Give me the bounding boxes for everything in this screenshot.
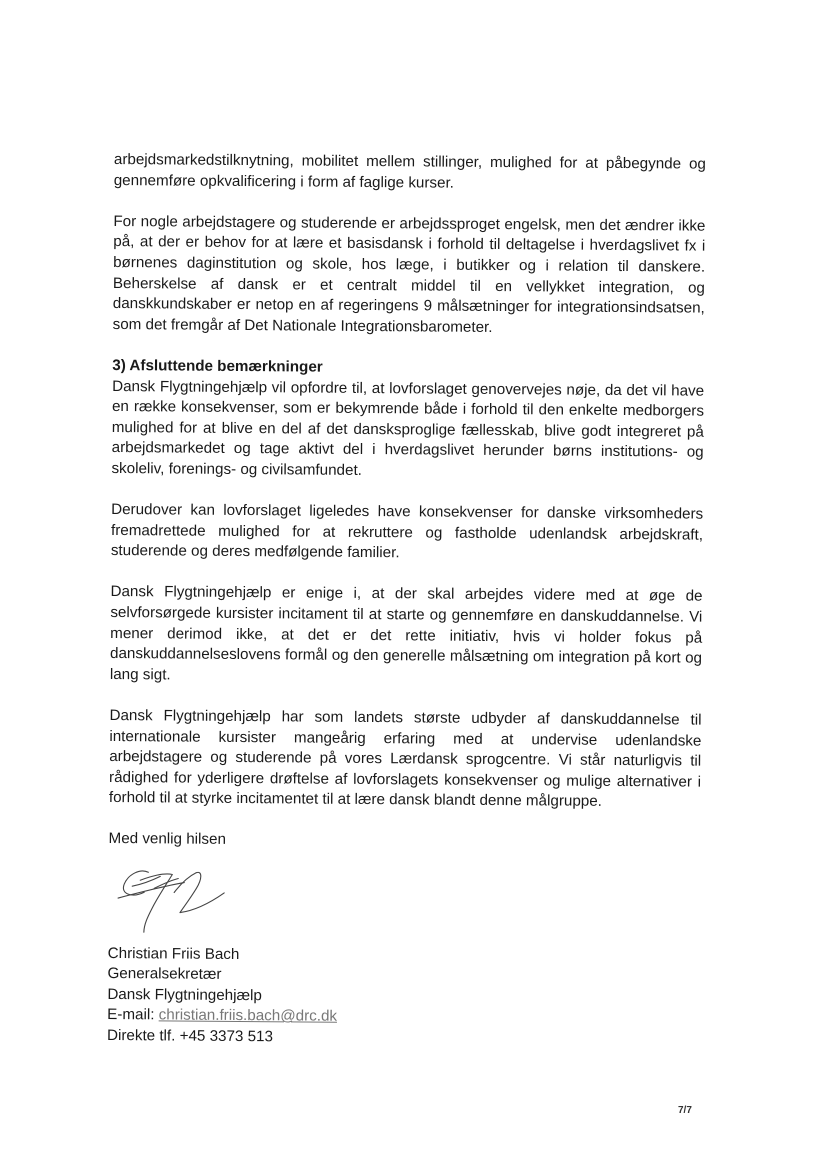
paragraph-6: Dansk Flygtningehjælp har som landets største udbyder af danskuddannelse til internationale kursister mangeårig erfaring med at undervise udenlandske arbejdstagere og studerende på vores Lærdansk sprogcentre. Vi står naturligvis til rådighed for yderligere drøftelse af lovforslagets konsekvenser og mulige alternativer i forhold til at styrke incitamentet til at lære dansk blandt denne målgruppe. xyxy=(108,707,702,811)
closing-greeting: Med venlig hilsen xyxy=(108,829,227,848)
signatory-name: Christian Friis Bach xyxy=(107,944,240,963)
paragraph-4: Derudover kan lovforslaget ligeledes have konsekvenser for danske virksomheders fremadrettede mulighed for at rekruttere og fastholde udenlandsk arbejdskraft, studerende og deres medfølgende familier. xyxy=(110,501,704,562)
email-link[interactable]: christian.friis.bach@drc.dk xyxy=(158,1006,338,1026)
handwritten-signature xyxy=(110,862,251,939)
page-number: 7/7 xyxy=(678,1105,692,1116)
signatory-organization: Dansk Flygtningehjælp xyxy=(107,985,262,1004)
paragraph-3: Dansk Flygtningehjælp vil opfordre til, at lovforslaget genovervejes nøje, da det vil have en række konsekvenser, som er bekymrende både i forhold til den enkelte medborgers mulighed for at blive en del af det dansksproglige fællesskab, blive godt integreret på arbejdsmarkedet og tage aktivt del i hverdagslivet herunder børns institutions- og skoleliv, forenings- og civilsamfundet. xyxy=(111,377,705,479)
section-heading: 3) Afsluttende bemærkninger xyxy=(112,356,323,376)
paragraph-5: Dansk Flygtningehjælp er enige i, at der skal arbejdes videre med at øge de selvforsørgede kursister incitament til at starte og gennemføre en danskuddannelse. Vi mener derimod ikke, at det er det rette initiativ, hvis vi holder fokus på danskuddannelseslovens formål og den generelle målsætning om integration på kort og lang sigt. xyxy=(109,583,703,684)
document-body xyxy=(107,150,706,1051)
email-label: E-mail: xyxy=(107,1006,155,1024)
phone-line: Direkte tlf. +45 3373 513 xyxy=(106,1026,274,1046)
paragraph-2: For nogle arbejdstagere og studerende er arbejdssproget engelsk, men det ændrer ikke på, at der er behov for at lære et basisdansk i forhold til deltagelse i hverdagslivet fx i børnenes daginstitution og skole, hos læge, i butikker og i relation til danskere. Beherskelse af dansk er et centralt middel til en vellykket integration, og danskkundskaber er netop en af regeringens 9 målsætninger for integrationsindsatsen, som det fremgår af Det Nationale Integrationsbarometer. xyxy=(112,212,706,336)
paragraph-1: arbejdsmarkedstilknytning, mobilitet mellem stillinger, mulighed for at påbegynde og gennemføre opkvalificering i form af faglige kurser. xyxy=(113,150,706,192)
signatory-title: Generalsekretær xyxy=(107,965,222,984)
